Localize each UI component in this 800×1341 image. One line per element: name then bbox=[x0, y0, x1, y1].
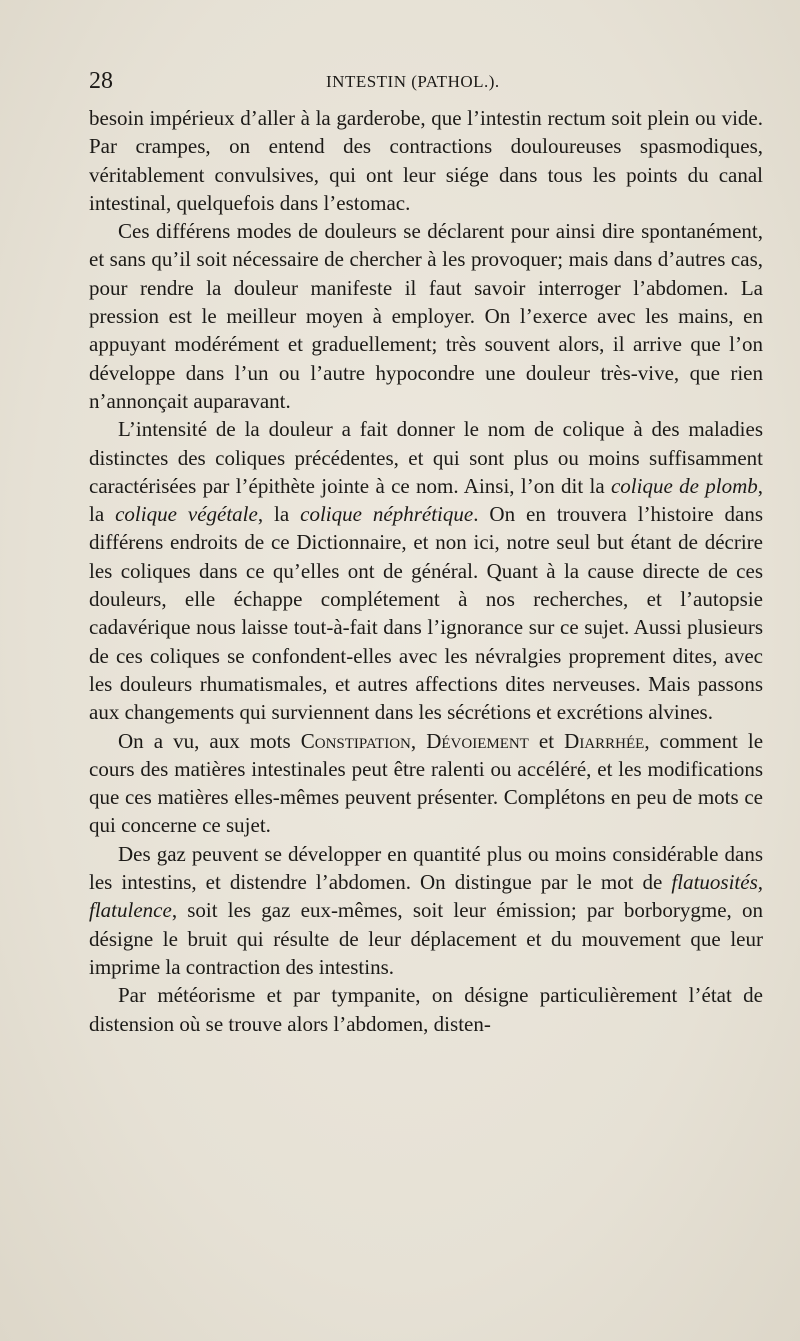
text-run: , soit les gaz eux-mêmes, soit leur émission; par borborygme, on désigne le bruit qui résulte de leur déplacement et du mouvement que leur imprime la contraction des intestins. bbox=[89, 898, 763, 979]
page-number: 28 bbox=[89, 68, 113, 94]
text-run: , comment le cours des matières intestinales peut être ralenti ou accéléré, et les modifications que ces matières elles-mêmes peuvent présenter. Complétons en peu de mots ce qui concerne ce sujet. bbox=[89, 728, 764, 838]
text-run: . On en trouvera l’histoire dans différens endroits de ce Dictionnaire, et non ici, notre seul but étant de décrire les coliques dans ce qu’elles ont de général. Quant à la cause directe de ces douleurs, elle échappe complétement à nos recherches, et l’autopsie cadavérique nous laisse tout-à-fait dans l’ignorance sur ce sujet. Aussi plusieurs de ces coliques se confondent-elles avec les névralgies proprement dites, avec les douleurs rhumatismales, et autres affections dites nerveuses. Mais passons aux changements qui surviennent dans les sécrétions et excrétions alvines. bbox=[89, 502, 763, 725]
paragraph bbox=[89, 217, 763, 415]
text-run: , la bbox=[89, 473, 763, 527]
page-header bbox=[89, 68, 709, 98]
italic-term: colique végétale bbox=[115, 502, 258, 527]
text-run: Par météorisme et par tympanite, on désigne particulièrement l’état de distension où se trouve alors l’abdomen, disten- bbox=[89, 983, 763, 1036]
italic-term: flatuosités, flatulence bbox=[89, 870, 763, 923]
text-run: On a vu, aux mots bbox=[118, 728, 301, 753]
body-text bbox=[89, 104, 763, 1038]
small-caps-term: Dévoiement bbox=[426, 728, 529, 753]
paragraph bbox=[89, 727, 763, 840]
paragraph bbox=[89, 104, 763, 217]
paragraph bbox=[89, 415, 763, 726]
text-run: Ces différens modes de douleurs se déclarent pour ainsi dire spontanément, et sans qu’il soit nécessaire de chercher à les provoquer; mais dans d’autres cas, pour rendre la douleur manifeste il faut savoir interroger l’abdomen. La pression est le meilleur moyen à employer. On l’exerce avec les mains, en appuyant modérément et graduellement; très souvent alors, il arrive que l’on développe dans l’un ou l’autre hypocondre une douleur très-vive, que rien n’annonçait auparavant. bbox=[89, 219, 763, 413]
text-run: L’intensité de la douleur a fait donner le nom de colique à des maladies distinctes des coliques précédentes, et qui sont plus ou moins suffisamment caractérisées par l’épithète jointe à ce nom. Ainsi, l’on dit la bbox=[89, 417, 763, 498]
text-run: , la bbox=[257, 502, 301, 527]
text-run: , bbox=[410, 728, 427, 753]
paragraph bbox=[89, 981, 763, 1038]
text-run: Des gaz peuvent se développer en quantité plus ou moins considérable dans les intestins, et distendre l’abdomen. On distingue par le mot de bbox=[89, 841, 763, 895]
text-run: et bbox=[528, 728, 565, 753]
small-caps-term: Constipation bbox=[300, 728, 411, 753]
italic-term: colique néphrétique bbox=[300, 502, 474, 527]
paragraph bbox=[89, 840, 763, 981]
running-head: INTESTIN (PATHOL.). bbox=[326, 72, 500, 91]
small-caps-term: Diarrhée bbox=[564, 728, 645, 753]
text-run: besoin impérieux d’aller à la garderobe, que l’intestin rectum soit plein ou vide. Par crampes, on entend des contractions douloureuses spasmodiques, véritablement convulsives, qui ont leur siége dans tous les points du canal intestinal, quelquefois dans l’estomac. bbox=[89, 106, 763, 215]
italic-term: colique de plomb bbox=[610, 473, 758, 498]
